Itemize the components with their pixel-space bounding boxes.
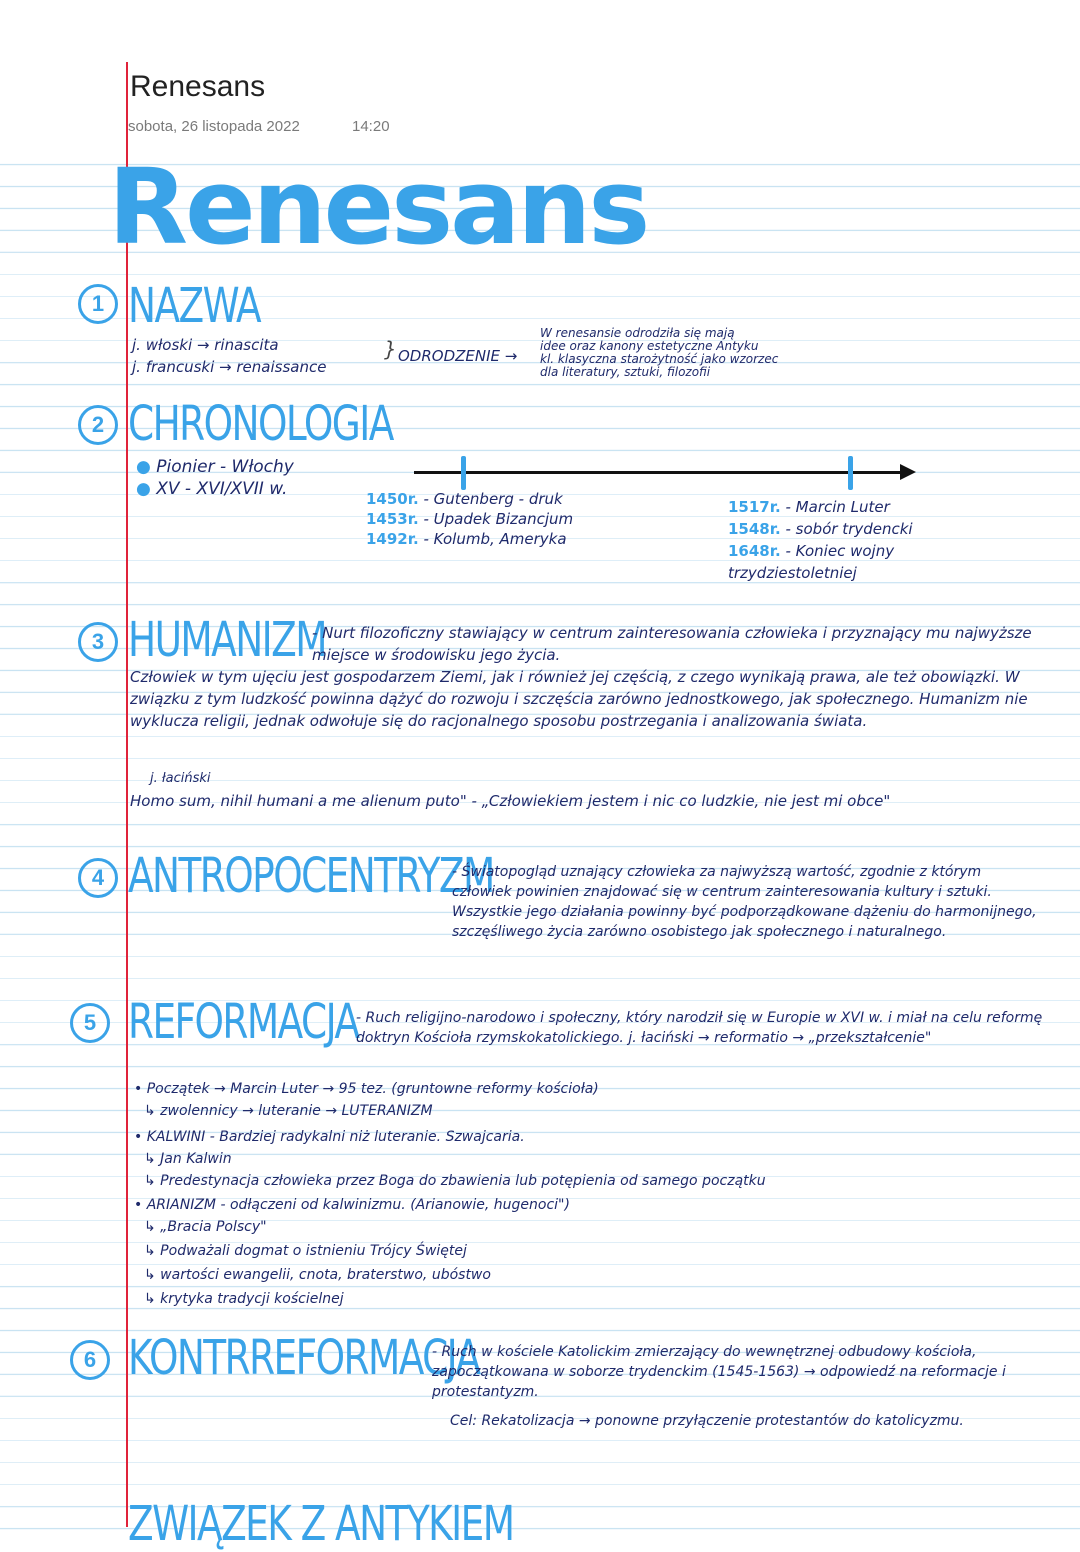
section-number: 4 [78, 858, 118, 898]
reformacja-line: ↳ wartości ewangelii, cnota, braterstwo, ubóstwo [144, 1267, 491, 1283]
reformacja-line: ↳ Jan Kalwin [144, 1151, 232, 1167]
chrono-bullet-1: ● Pionier - Włochy [136, 457, 294, 477]
bracket-icon: } [384, 337, 397, 361]
humanizm-lead: - Nurt filozoficzny stawiający w centrum zainteresowania człowieka i przyznający mu najwyższe miejsce w środowisku jego życia. [312, 624, 1032, 664]
name-desc-4: dla literatury, sztuki, filozofii [540, 365, 711, 379]
handwritten-title: Renesans [108, 146, 648, 268]
section-number: 5 [70, 1003, 110, 1043]
name-desc-3: kl. klasyczna starożytność jako wzorzec [540, 352, 779, 366]
section-number: 1 [78, 284, 118, 324]
kontrreformacja-body: - Ruch w kościele Katolickim zmierzający do wewnętrznej odbudowy kościoła, zapoczątkowana w soborze trydenckim (1545-1563) → odpowiedź na reformacje i protestantyzm. [432, 1344, 1006, 1400]
chrono-bullet-2: ● XV - XVI/XVII w. [136, 479, 288, 499]
section-number: 6 [70, 1340, 110, 1380]
section-title-kontrreformacja: KONTRREFORMACJA [128, 1330, 480, 1386]
humanizm-body: Człowiek w tym ujęciu jest gospodarzem Ziemi, jak i również jej częścią, z czego wynikają prawa, ale też obowiązki. W związku z tym ludzkość powinna dążyć do rozwoju i szczęścia zarówno jednostkowego, jak społecznego. Humanizm nie wyklucza religii, jednak odwołuje się do racjonalnego sposobu postrzegania i analizowania świata. [130, 668, 1028, 730]
timeline-arrow-icon [900, 464, 916, 480]
section-title-nazwa: NAZWA [128, 278, 261, 334]
kontrreformacja-goal: Cel: Rekatolizacja → ponowne przyłączenie protestantów do katolicyzmu. [450, 1413, 964, 1429]
section-title-zwiazek-z-antykiem: ZWIĄZEK Z ANTYKIEM [128, 1496, 514, 1552]
reformacja-line: ↳ krytyka tradycji kościelnej [144, 1291, 344, 1307]
timeline-event: 1548r. - sobór trydencki [728, 520, 913, 538]
section-title-chronologia: CHRONOLOGIA [128, 396, 393, 452]
name-desc-2: idee oraz kanony estetyczne Antyku [540, 339, 759, 353]
reformacja-lead: - Ruch religijno-narodowo i społeczny, który narodził się w Europie w XVI w. i miał na celu reformę doktryn Kościoła rzymskokatolickiego. j. łaciński → reformatio → „przekształcenie" [356, 1010, 1043, 1046]
note-time: 14:20 [352, 118, 390, 135]
section-title-humanizm: HUMANIZM [128, 612, 326, 668]
section-title-reformacja: REFORMACJA [128, 994, 359, 1050]
name-meaning: ODRODZENIE → [398, 347, 518, 365]
timeline-event: 1517r. - Marcin Luter [728, 498, 890, 516]
reformacja-line: ↳ Predestynacja człowieka przez Boga do zbawienia lub potępienia od samego początku [144, 1173, 766, 1189]
quote-label: j. łaciński [150, 771, 211, 786]
timeline-event: 1450r. - Gutenberg - druk [366, 490, 563, 508]
name-french: j. francuski → renaissance [132, 358, 327, 376]
name-italian: j. włoski → rinascita [132, 336, 279, 354]
note-date: sobota, 26 listopada 2022 [128, 118, 300, 135]
reformacja-line: • KALWINI - Bardziej radykalni niż luteranie. Szwajcaria. [134, 1129, 525, 1145]
timeline-event: 1492r. - Kolumb, Ameryka [366, 530, 567, 548]
timeline-tick [461, 456, 466, 490]
timeline-event: 1648r. - Koniec wojny trzydziestoletniej [728, 542, 895, 582]
section-number: 3 [78, 622, 118, 662]
reformacja-line: ↳ Podważali dogmat o istnieniu Trójcy Świętej [144, 1243, 467, 1259]
section-number: 2 [78, 405, 118, 445]
timeline-tick [848, 456, 853, 490]
reformacja-line: ↳ zwolennicy → luteranie → LUTERANIZM [144, 1103, 433, 1119]
reformacja-line: • Początek → Marcin Luter → 95 tez. (gruntowne reformy kościoła) [134, 1081, 599, 1097]
note-title[interactable]: Renesans [130, 70, 266, 103]
antropocentryzm-body: - Światopogląd uznający człowieka za najwyższą wartość, zgodnie z którym człowiek powinien znajdować się w centrum zainteresowania kultury i sztuki. Wszystkie jego działania powinny być podporządkowane dążeniu do harmonijnego, szczęśliwego życia zarówno osobistego jak społecznego i naturalnego. [452, 864, 1037, 940]
section-title-antropocentryzm: ANTROPOCENTRYZM [128, 848, 494, 904]
reformacja-line: • ARIANIZM - odłączeni od kalwinizmu. (Arianowie, hugenoci") [134, 1197, 570, 1213]
reformacja-line: ↳ „Bracia Polscy" [144, 1219, 267, 1235]
humanizm-quote: Homo sum, nihil humani a me alienum puto" - „Człowiekiem jestem i nic co ludzkie, nie jest mi obce" [130, 792, 891, 810]
name-desc-1: W renesansie odrodziła się mają [540, 326, 735, 340]
timeline-axis [414, 471, 906, 474]
timeline-event: 1453r. - Upadek Bizancjum [366, 510, 574, 528]
